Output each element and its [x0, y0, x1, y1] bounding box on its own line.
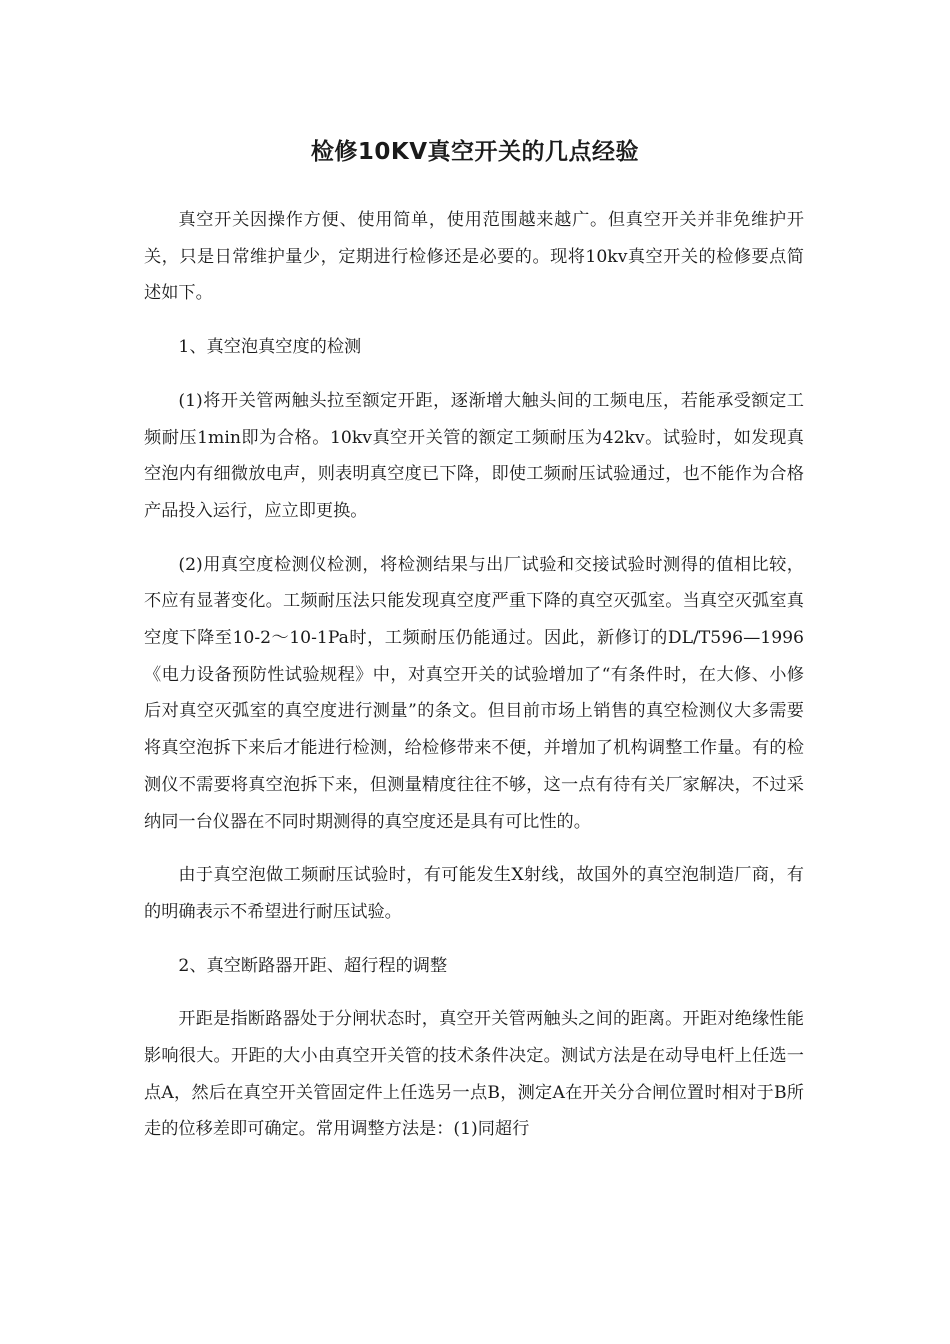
section-heading-vacuum-detection: 1、真空泡真空度的检测 [178, 337, 362, 358]
paragraph-intro: 真空开关因操作方便、使用简单，使用范围越来越广。但真空开关并非免维护开关，只是日常维护量少，定期进行检修还是必要的。现将10kv真空开关的检修要点简述如下。 [144, 210, 804, 304]
paragraph-method-1: (1)将开关管两触头拉至额定开距，逐渐增大触头间的工频电压，若能承受额定工频耐压1min即为合格。10kv真空开关管的额定工频耐压为42kv。试验时，如发现真空泡内有细微放电声，则表明真空度已下降，即使工频耐压试验通过，也不能作为合格产品投入运行，应立即更换。 [144, 390, 804, 521]
section-heading-gap-adjustment: 2、真空断路器开距、超行程的调整 [178, 955, 448, 976]
document-title: 检修10KV真空开关的几点经验 [310, 139, 640, 165]
paragraph-method-2: (2)用真空度检测仪检测，将检测结果与出厂试验和交接试验时测得的值相比较，不应有显著变化。工频耐压法只能发现真空度严重下降的真空灭弧室。当真空灭弧室真空度下降至10-2～10-1Pa时，工频耐压仍能通过。因此，新修订的DL/T596—1996《电力设备预防性试验规程》中，对真空开关的试验增加了“有条件时，在大修、小修后对真空灭弧室的真空度进行测量”的条文。但目前市场上销售的真空检测仪大多需要将真空泡拆下来后才能进行检测，给检修带来不便，并增加了机构调整工作量。有的检测仪不需要将真空泡拆下来，但测量精度往往不够，这一点有待有关厂家解决，不过采纳同一台仪器在不同时期测得的真空度还是具有可比性的。 [144, 554, 804, 832]
paragraph-xray-note: 由于真空泡做工频耐压试验时，有可能发生X射线，故国外的真空泡制造厂商，有的明确表示不希望进行耐压试验。 [144, 865, 804, 922]
document-body [144, 202, 804, 1165]
paragraph-gap-definition: 开距是指断路器处于分闸状态时，真空开关管两触头之间的距离。开距对绝缘性能影响很大。开距的大小由真空开关管的技术条件决定。测试方法是在动导电杆上任选一点A，然后在真空开关管固定件上任选另一点B，测定A在开关分合闸位置时相对于B所走的位移差即可确定。常用调整方法是：(1)同超行 [144, 1009, 804, 1140]
